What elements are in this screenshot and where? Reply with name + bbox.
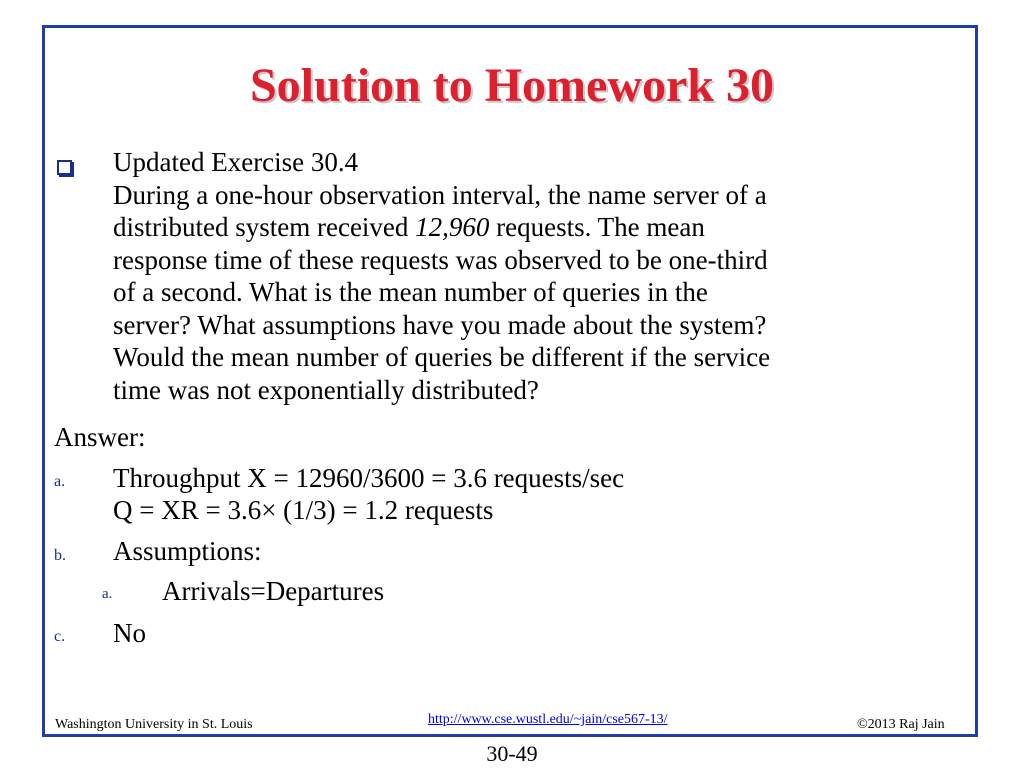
- question-block: [113, 146, 973, 406]
- footer-institution: Washington University in St. Louis: [55, 717, 253, 732]
- list-marker-b: b.: [54, 547, 66, 564]
- question-line: response time of these requests was observed to be one-third: [113, 244, 768, 275]
- checkbox-bullet-icon: [57, 160, 72, 175]
- answer-b-sub-text: Arrivals=Departures: [162, 576, 385, 606]
- question-text: distributed system received: [113, 212, 416, 242]
- list-marker-c: c.: [54, 628, 66, 645]
- answer-b-text: Assumptions:: [113, 536, 262, 566]
- footer-copyright: ©2013 Raj Jain: [857, 717, 945, 732]
- question-line: server? What assumptions have you made about the system?: [113, 309, 767, 340]
- answer-a-line2: Q = XR = 3.6× (1/3) = 1.2 requests: [113, 495, 494, 525]
- answer-a-line1: Throughput X = 12960/3600 = 3.6 requests/sec: [113, 463, 625, 493]
- page-number: 30-49: [486, 741, 538, 766]
- list-marker-a: a.: [54, 473, 66, 490]
- question-line: Would the mean number of queries be different if the service: [113, 342, 771, 372]
- question-line: During a one-hour observation interval, the name server of a: [113, 179, 767, 210]
- question-line: of a second. What is the mean number of queries in the: [113, 277, 708, 307]
- answer-label: Answer:: [54, 422, 146, 452]
- footer-course-link[interactable]: http://www.cse.wustl.edu/~jain/cse567-13/: [428, 712, 668, 727]
- question-heading: Updated Exercise 30.4: [113, 147, 359, 177]
- question-text: requests. The mean: [489, 212, 705, 242]
- list-marker-sub-a: a.: [102, 586, 113, 602]
- answer-c-text: No: [113, 618, 146, 648]
- question-line: [113, 211, 973, 244]
- question-line: time was not exponentially distributed?: [113, 374, 539, 405]
- request-count: 12,960: [415, 212, 490, 242]
- slide-title: Solution to Homework 30: [249, 59, 774, 112]
